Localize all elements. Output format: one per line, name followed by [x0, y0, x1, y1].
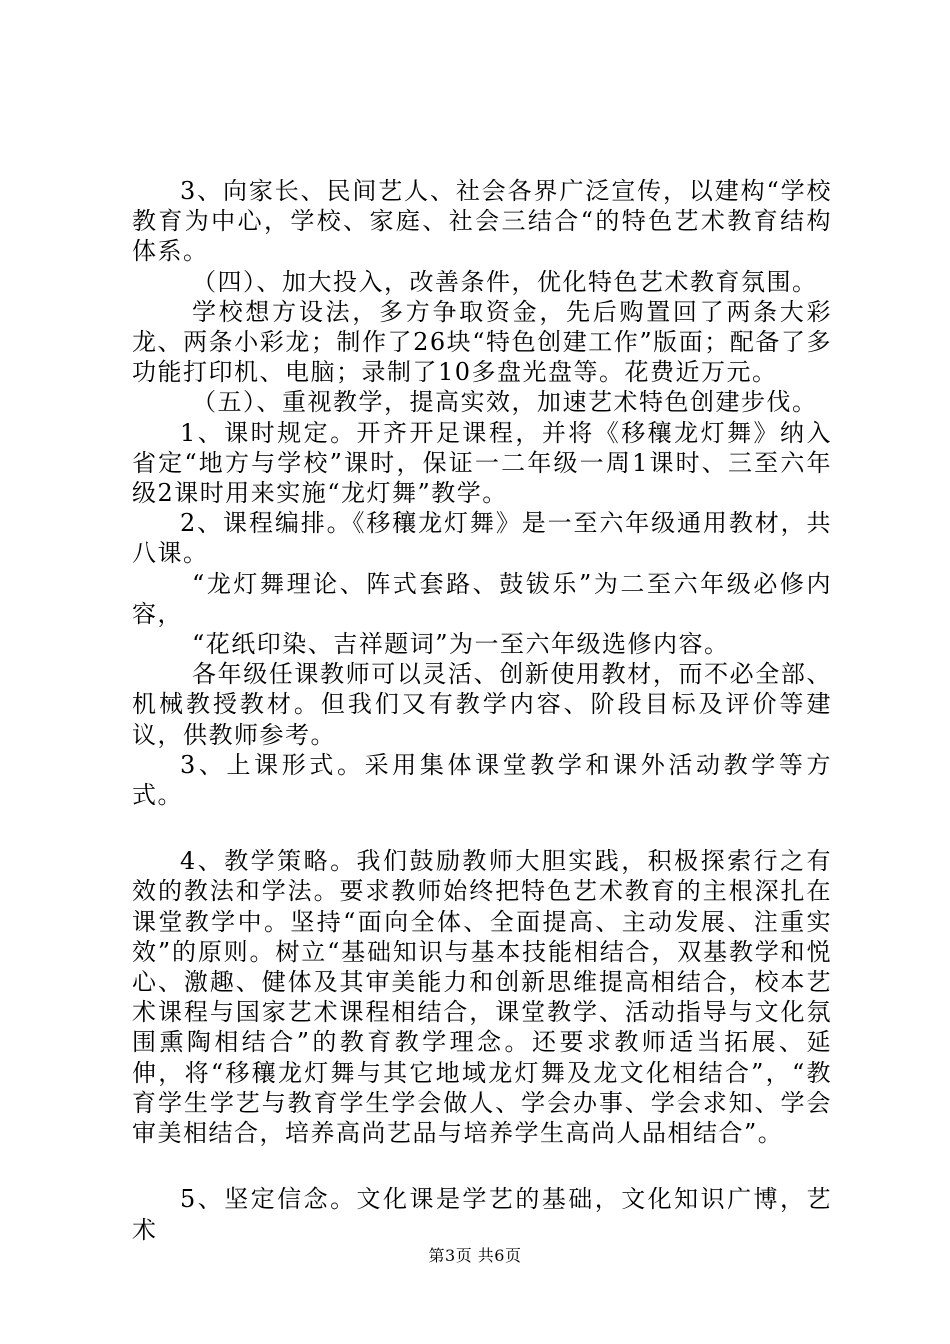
document-body — [132, 176, 832, 1245]
paragraph-teacher-flexibility: 各年级任课教师可以灵活、创新使用教材，而不必全部、机械教授教材。但我们又有教学内容、阶段目标及评价等建议，供教师参考。 — [132, 660, 832, 749]
paragraph-required-content: “龙灯舞理论、阵式套路、鼓钹乐”为二至六年级必修内容， — [132, 569, 832, 628]
paragraph-class-hours: 1、课时规定。开齐开足课程，并将《移穰龙灯舞》纳入省定“地方与学校”课时，保证一二年级一周1课时、三至六年级2课时用来实施“龙灯舞”教学。 — [132, 418, 832, 508]
paragraph-elective-content: “花纸印染、吉祥题词”为一至六年级选修内容。 — [192, 630, 730, 659]
paragraph-curriculum: 2、课程编排。《移穰龙灯舞》是一至六年级通用教材，共八课。 — [132, 509, 832, 568]
paragraph-class-format: 3、上课形式。采用集体课堂教学和课外活动教学等方式。 — [132, 750, 832, 810]
paragraph-teaching-strategy: 4、教学策略。我们鼓励教师大胆实践，积极探索行之有效的教法和学法。要求教师始终把特色艺术教育的主根深扎在课堂教学中。坚持“面向全体、全面提高、主动发展、注重实效”的原则。树立“基础知识与基本技能相结合，双基教学和悦心、激趣、健体及其审美能力和创新思维提高相结合，校本艺术课程与国家艺术课程相结合，课堂教学、活动指导与文化氛围熏陶相结合”的教育教学理念。还要求教师适当拓展、延伸，将“移穰龙灯舞与其它地域龙灯舞及龙文化相结合”，“教育学生学艺与教育学生学会做人、学会办事、学会求知、学会审美相结合，培养高尚艺品与培养学生高尚人品相结合”。 — [132, 847, 832, 1148]
paragraph-funding: 学校想方设法，多方争取资金，先后购置回了两条大彩龙、两条小彩龙；制作了26块“特色创建工作”版面；配备了多功能打印机、电脑；录制了10多盘光盘等。花费近万元。 — [132, 297, 832, 387]
section-heading-4: （四）、加大投入，改善条件，优化特色艺术教育氛围。 — [192, 267, 818, 296]
section-heading-5: （五）、重视教学，提高实效，加速艺术特色创建步伐。 — [192, 388, 818, 417]
paragraph-belief: 5、坚定信念。文化课是学艺的基础，文化知识广博，艺术 — [132, 1185, 832, 1244]
paragraph-publicity: 3、向家长、民间艺人、社会各界广泛宣传，以建构“学校教育为中心，学校、家庭、社会三结合“的特色艺术教育结构体系。 — [132, 177, 832, 266]
page-number-footer: 第3页 共6页 — [428, 1246, 522, 1265]
